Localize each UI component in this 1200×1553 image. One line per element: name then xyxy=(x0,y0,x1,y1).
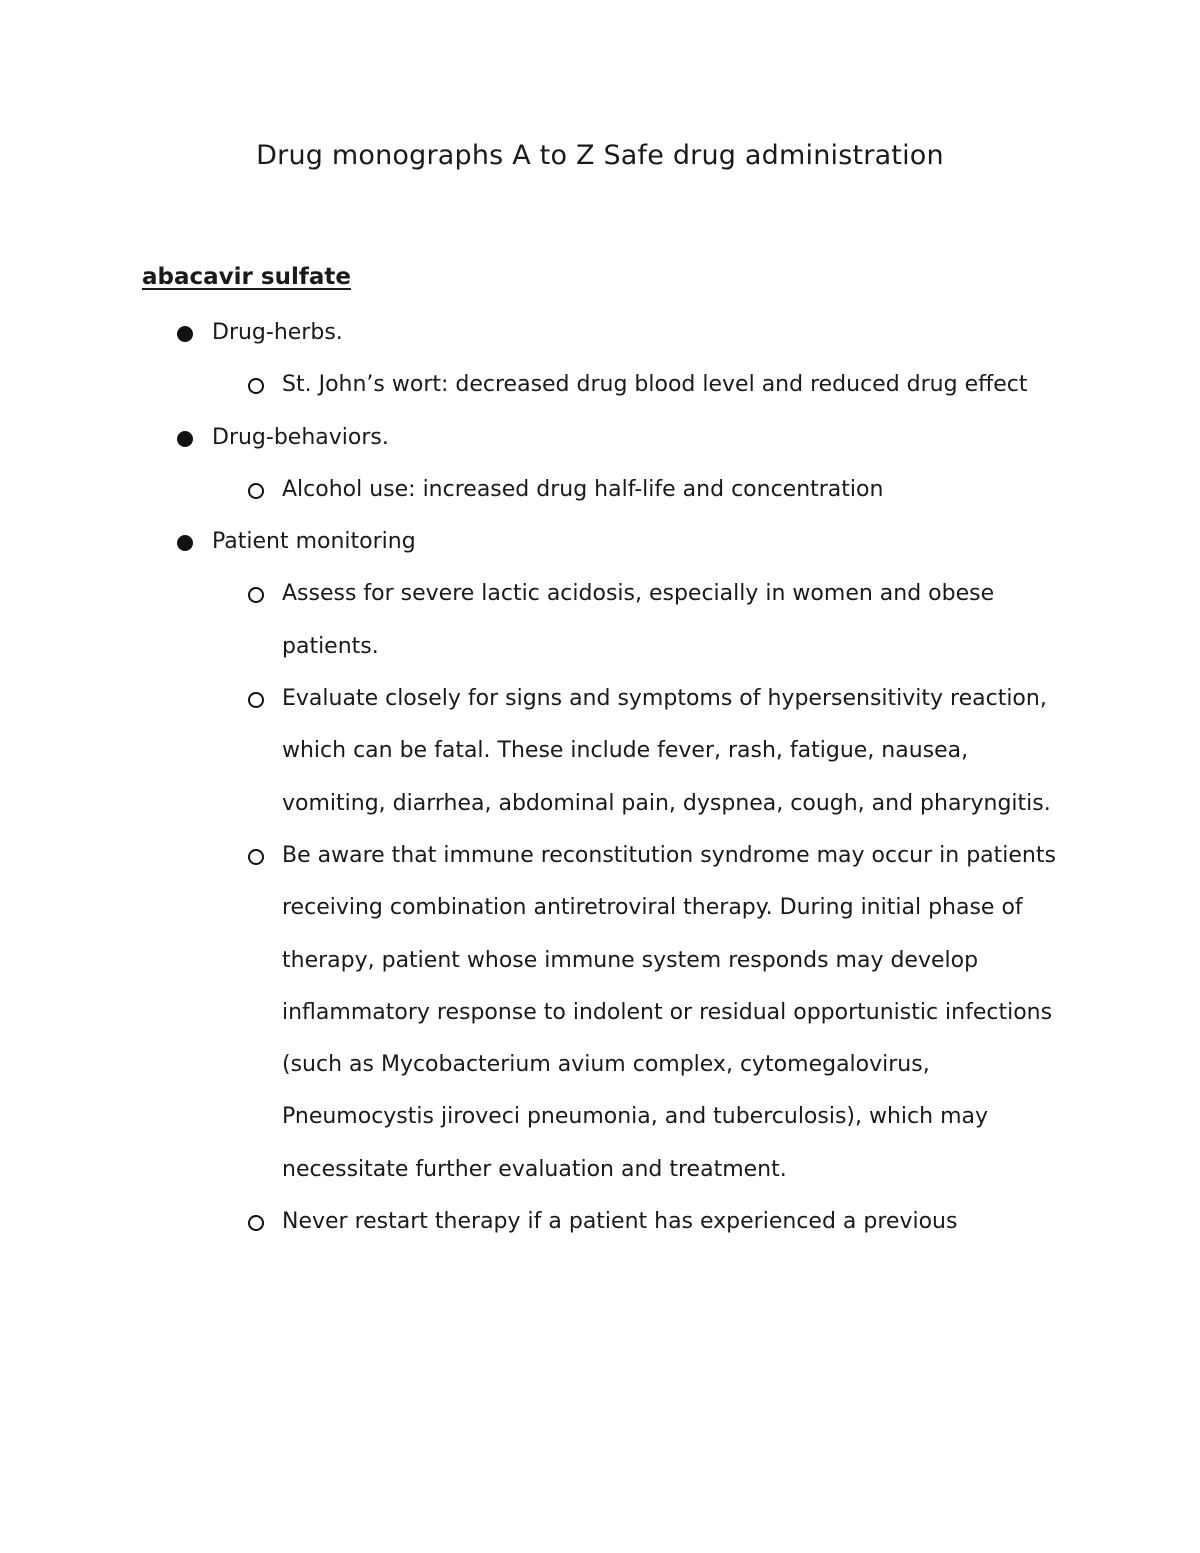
hollow-circle-bullet-icon xyxy=(248,1215,264,1231)
outline-item-patient-monitoring xyxy=(142,516,1072,1248)
filled-circle-bullet-icon xyxy=(177,535,193,551)
outline-subitem-text: Evaluate closely for signs and symptoms of hypersensitivity reaction, which can be fatal. These include fever, rash, fatigue, nausea, vomiting, diarrhea, abdominal pain, dyspnea, cough, and pharyngitis. xyxy=(282,686,1051,816)
outline-subitem-text: St. John’s wort: decreased drug blood level and reduced drug effect xyxy=(282,372,1028,398)
outline-subitem-text: Never restart therapy if a patient has experienced a previous xyxy=(282,1209,958,1235)
section-heading-drug-name: abacavir sulfate xyxy=(142,264,351,290)
outline-item-label: Drug-behaviors. xyxy=(212,424,389,450)
outline-item-label: Drug-herbs. xyxy=(212,320,343,345)
outline-subitem-text: Alcohol use: increased drug half-life and concentration xyxy=(282,476,884,502)
outline-sublist xyxy=(212,359,1072,411)
filled-circle-bullet-icon xyxy=(177,326,193,342)
hollow-circle-bullet-icon xyxy=(248,587,264,603)
outline-subitem-text: Be aware that immune reconstitution syndrome may occur in patients receiving combination antiretroviral therapy. During initial phase of therapy, patient whose immune system responds may develop inflammatory response to indolent or residual opportunistic infections (such as Mycobacterium avium complex, cytomegalovirus, Pneumocystis jiroveci pneumonia, and tuberculosis), which may necessitate further evaluation and treatment. xyxy=(282,842,1056,1182)
hollow-circle-bullet-icon xyxy=(248,378,264,394)
outline-subitem xyxy=(212,830,1072,1196)
outline-subitem xyxy=(212,1196,1072,1248)
outline-sublist xyxy=(212,464,1072,516)
outline-subitem xyxy=(212,568,1072,673)
hollow-circle-bullet-icon xyxy=(248,849,264,865)
outline-subitem xyxy=(212,464,1072,516)
outline-subitem xyxy=(212,673,1072,830)
outline-subitem xyxy=(212,359,1072,411)
document-title: Drug monographs A to Z Safe drug administration xyxy=(256,140,944,171)
outline-item-drug-herbs xyxy=(142,307,1072,412)
outline-sublist xyxy=(212,568,1072,1248)
outline-subitem-text: Assess for severe lactic acidosis, especially in women and obese patients. xyxy=(282,581,995,659)
outline-item-label: Patient monitoring xyxy=(212,529,416,555)
outline-item-drug-behaviors xyxy=(142,412,1072,517)
filled-circle-bullet-icon xyxy=(177,431,193,447)
hollow-circle-bullet-icon xyxy=(248,483,264,499)
hollow-circle-bullet-icon xyxy=(248,692,264,708)
monograph-outline xyxy=(142,307,1072,1248)
